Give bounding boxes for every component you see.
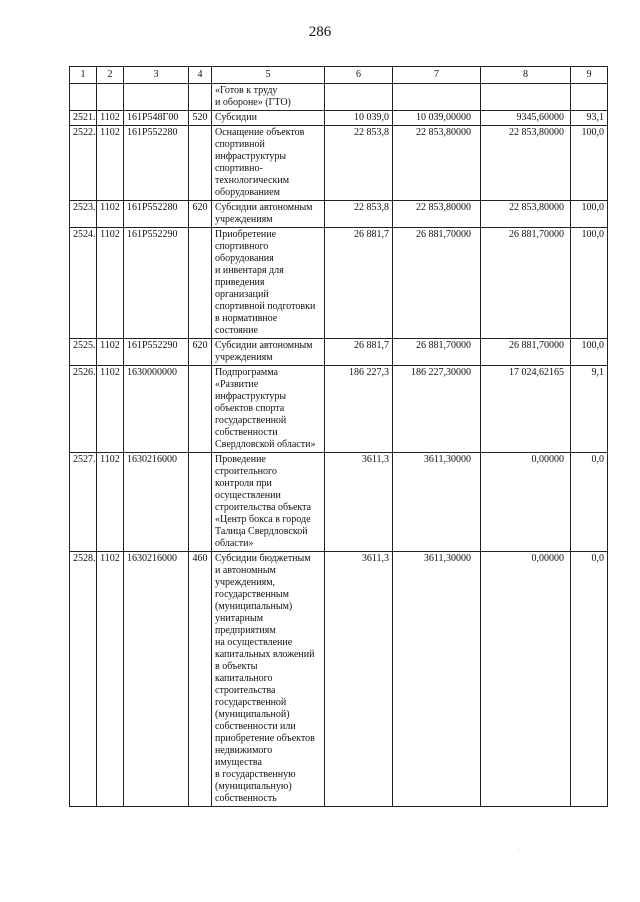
item-name-cell: Субсидии бюджетным и автономным учреждениям, государственным (муниципальным) унитарным предприятиям на осуществление капитальных вложений в объекты капитального строительства государственной (муниципальной) собственности или приобретение объектов недвижимого имущества в государственную (муниципальную) собственность [212, 552, 325, 807]
section-code-cell: 1102 [97, 552, 124, 807]
amount-col6-cell: 26 881,7 [325, 228, 393, 339]
target-code-cell: 161P552280 [124, 126, 189, 201]
section-code-cell: 1102 [97, 228, 124, 339]
column-header: 4 [189, 67, 212, 84]
target-code-cell: 161P552290 [124, 339, 189, 366]
percent-cell [571, 84, 608, 111]
row-number-cell: 2523. [70, 201, 97, 228]
percent-cell: 100,0 [571, 228, 608, 339]
amount-col6-cell: 186 227,3 [325, 366, 393, 453]
amount-col7-cell [393, 84, 481, 111]
percent-cell: 0,0 [571, 453, 608, 552]
amount-col7-cell: 3611,30000 [393, 552, 481, 807]
item-name-cell: Субсидии автономным учреждениям [212, 339, 325, 366]
item-name-cell: Субсидии [212, 111, 325, 126]
amount-col7-cell: 26 881,70000 [393, 339, 481, 366]
amount-col8-cell: 17 024,62165 [481, 366, 571, 453]
table-body [70, 84, 608, 807]
expense-type-cell: 520 [189, 111, 212, 126]
amount-col8-cell: 22 853,80000 [481, 201, 571, 228]
target-code-cell: 161P552290 [124, 228, 189, 339]
amount-col6-cell: 10 039,0 [325, 111, 393, 126]
amount-col8-cell: 0,00000 [481, 552, 571, 807]
amount-col6-cell [325, 84, 393, 111]
section-code-cell [97, 84, 124, 111]
column-header: 7 [393, 67, 481, 84]
expense-type-cell: 620 [189, 339, 212, 366]
amount-col6-cell: 3611,3 [325, 453, 393, 552]
target-code-cell: 161P552280 [124, 201, 189, 228]
table-row [70, 339, 608, 366]
column-header: 6 [325, 67, 393, 84]
row-number-cell: 2527. [70, 453, 97, 552]
item-name-cell: Приобретение спортивного оборудования и инвентаря для приведения организаций спортивной подготовки в нормативное состояние [212, 228, 325, 339]
amount-col6-cell: 3611,3 [325, 552, 393, 807]
percent-cell: 100,0 [571, 339, 608, 366]
table-row [70, 84, 608, 111]
column-header: 1 [70, 67, 97, 84]
page-number: 286 [308, 24, 332, 40]
column-header: 9 [571, 67, 608, 84]
expense-type-cell [189, 84, 212, 111]
table-row [70, 111, 608, 126]
section-code-cell: 1102 [97, 111, 124, 126]
expense-type-cell [189, 366, 212, 453]
section-code-cell: 1102 [97, 366, 124, 453]
row-number-cell: 2528. [70, 552, 97, 807]
percent-cell: 0,0 [571, 552, 608, 807]
target-code-cell: 161P548Г00 [124, 111, 189, 126]
percent-cell: 9,1 [571, 366, 608, 453]
section-code-cell: 1102 [97, 453, 124, 552]
table-row [70, 366, 608, 453]
amount-col8-cell: 22 853,80000 [481, 126, 571, 201]
amount-col8-cell: 0,00000 [481, 453, 571, 552]
row-number-cell: 2525. [70, 339, 97, 366]
amount-col8-cell: 26 881,70000 [481, 339, 571, 366]
expense-type-cell: 620 [189, 201, 212, 228]
percent-cell: 100,0 [571, 201, 608, 228]
item-name-cell: Проведение строительного контроля при осуществлении строительства объекта «Центр бокса в городе Талица Свердловской области» [212, 453, 325, 552]
column-header: 5 [212, 67, 325, 84]
item-name-cell: Оснащение объектов спортивной инфраструктуры спортивно- технологическим оборудованием [212, 126, 325, 201]
amount-col7-cell: 22 853,80000 [393, 126, 481, 201]
row-number-cell [70, 84, 97, 111]
table-row [70, 126, 608, 201]
table-row [70, 552, 608, 807]
row-number-cell: 2526. [70, 366, 97, 453]
expense-type-cell: 460 [189, 552, 212, 807]
item-name-cell: Подпрограмма «Развитие инфраструктуры объектов спорта государственной собственности Свердловской области» [212, 366, 325, 453]
percent-cell: 93,1 [571, 111, 608, 126]
target-code-cell: 1630000000 [124, 366, 189, 453]
section-code-cell: 1102 [97, 339, 124, 366]
target-code-cell [124, 84, 189, 111]
target-code-cell: 1630216000 [124, 552, 189, 807]
amount-col7-cell: 22 853,80000 [393, 201, 481, 228]
expense-type-cell [189, 126, 212, 201]
amount-col8-cell [481, 84, 571, 111]
budget-table [69, 66, 608, 807]
expense-type-cell [189, 228, 212, 339]
table-row [70, 228, 608, 339]
table-row [70, 453, 608, 552]
row-number-cell: 2522. [70, 126, 97, 201]
column-header: 8 [481, 67, 571, 84]
expense-type-cell [189, 453, 212, 552]
item-name-cell: «Готов к труду и обороне» (ГТО) [212, 84, 325, 111]
amount-col7-cell: 186 227,30000 [393, 366, 481, 453]
row-number-cell: 2521. [70, 111, 97, 126]
column-header: 2 [97, 67, 124, 84]
table-header-row [70, 67, 608, 84]
amount-col7-cell: 10 039,00000 [393, 111, 481, 126]
amount-col7-cell: 3611,30000 [393, 453, 481, 552]
amount-col8-cell: 26 881,70000 [481, 228, 571, 339]
column-header: 3 [124, 67, 189, 84]
section-code-cell: 1102 [97, 126, 124, 201]
target-code-cell: 1630216000 [124, 453, 189, 552]
percent-cell: 100,0 [571, 126, 608, 201]
amount-col6-cell: 22 853,8 [325, 126, 393, 201]
item-name-cell: Субсидии автономным учреждениям [212, 201, 325, 228]
amount-col6-cell: 26 881,7 [325, 339, 393, 366]
amount-col7-cell: 26 881,70000 [393, 228, 481, 339]
section-code-cell: 1102 [97, 201, 124, 228]
amount-col6-cell: 22 853,8 [325, 201, 393, 228]
amount-col8-cell: 9345,60000 [481, 111, 571, 126]
scan-mark: · [517, 846, 520, 855]
table-row [70, 201, 608, 228]
row-number-cell: 2524. [70, 228, 97, 339]
